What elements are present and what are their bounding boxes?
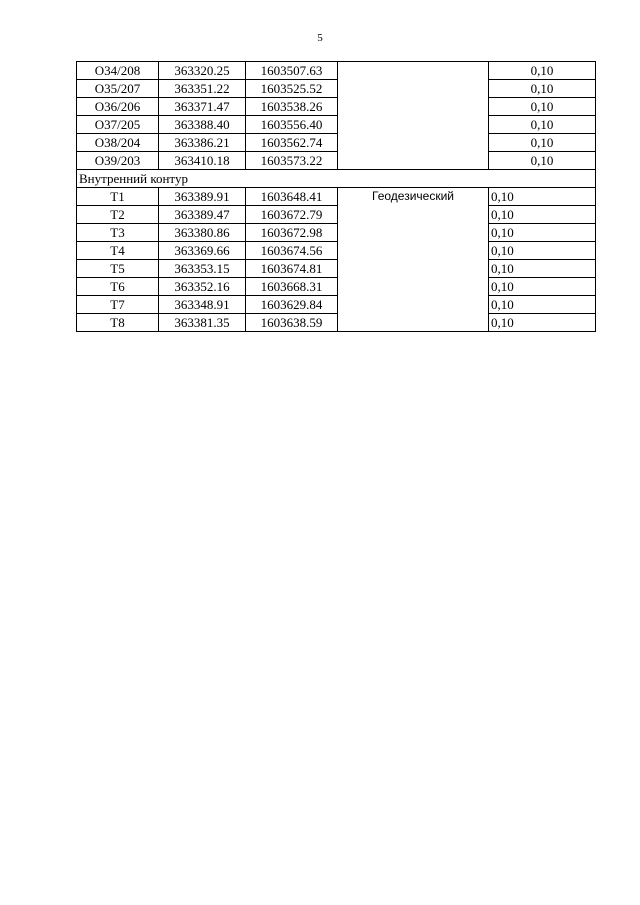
point-name-cell: О34/208: [77, 62, 159, 80]
table-row: [77, 98, 596, 116]
y-coordinate-cell: 1603556.40: [246, 116, 338, 134]
y-coordinate-cell: 1603674.81: [246, 260, 338, 278]
x-coordinate-cell: 363353.15: [159, 260, 246, 278]
accuracy-cell: 0,10: [489, 314, 596, 332]
x-coordinate-cell: 363380.86: [159, 224, 246, 242]
y-coordinate-cell: 1603629.84: [246, 296, 338, 314]
accuracy-cell: 0,10: [489, 134, 596, 152]
x-coordinate-cell: 363351.22: [159, 80, 246, 98]
method-cell: Геодезический: [338, 188, 489, 332]
table-row: [77, 206, 596, 224]
y-coordinate-cell: 1603648.41: [246, 188, 338, 206]
table-row: [77, 314, 596, 332]
accuracy-cell: 0,10: [489, 296, 596, 314]
y-coordinate-cell: 1603672.79: [246, 206, 338, 224]
point-name-cell: Т3: [77, 224, 159, 242]
accuracy-cell: 0,10: [489, 260, 596, 278]
x-coordinate-cell: 363371.47: [159, 98, 246, 116]
table-row: [77, 296, 596, 314]
table-row: [77, 80, 596, 98]
point-name-cell: Т4: [77, 242, 159, 260]
y-coordinate-cell: 1603638.59: [246, 314, 338, 332]
y-coordinate-cell: 1603668.31: [246, 278, 338, 296]
x-coordinate-cell: 363352.16: [159, 278, 246, 296]
table-row: [77, 62, 596, 80]
x-coordinate-cell: 363389.91: [159, 188, 246, 206]
accuracy-cell: 0,10: [489, 152, 596, 170]
accuracy-cell: 0,10: [489, 242, 596, 260]
coordinates-table: [76, 61, 596, 332]
method-cell-empty: [338, 62, 489, 170]
y-coordinate-cell: 1603674.56: [246, 242, 338, 260]
point-name-cell: Т1: [77, 188, 159, 206]
x-coordinate-cell: 363348.91: [159, 296, 246, 314]
accuracy-cell: 0,10: [489, 62, 596, 80]
table-row: [77, 278, 596, 296]
accuracy-cell: 0,10: [489, 224, 596, 242]
accuracy-cell: 0,10: [489, 116, 596, 134]
x-coordinate-cell: 363388.40: [159, 116, 246, 134]
x-coordinate-cell: 363320.25: [159, 62, 246, 80]
accuracy-cell: 0,10: [489, 188, 596, 206]
section-header-row: [77, 170, 596, 188]
point-name-cell: Т2: [77, 206, 159, 224]
point-name-cell: О37/205: [77, 116, 159, 134]
y-coordinate-cell: 1603672.98: [246, 224, 338, 242]
table-row: [77, 260, 596, 278]
y-coordinate-cell: 1603538.26: [246, 98, 338, 116]
x-coordinate-cell: 363369.66: [159, 242, 246, 260]
point-name-cell: Т5: [77, 260, 159, 278]
point-name-cell: Т6: [77, 278, 159, 296]
point-name-cell: Т8: [77, 314, 159, 332]
coordinates-table-body: [77, 62, 596, 332]
y-coordinate-cell: 1603562.74: [246, 134, 338, 152]
accuracy-cell: 0,10: [489, 278, 596, 296]
point-name-cell: О36/206: [77, 98, 159, 116]
point-name-cell: О39/203: [77, 152, 159, 170]
table-row: [77, 224, 596, 242]
y-coordinate-cell: 1603573.22: [246, 152, 338, 170]
table-row: [77, 152, 596, 170]
accuracy-cell: 0,10: [489, 98, 596, 116]
table-row: [77, 242, 596, 260]
table-row: [77, 134, 596, 152]
accuracy-cell: 0,10: [489, 80, 596, 98]
y-coordinate-cell: 1603525.52: [246, 80, 338, 98]
x-coordinate-cell: 363389.47: [159, 206, 246, 224]
x-coordinate-cell: 363410.18: [159, 152, 246, 170]
point-name-cell: О35/207: [77, 80, 159, 98]
page-number: 5: [317, 32, 323, 44]
table-row: [77, 116, 596, 134]
inner-contour-heading: Внутренний контур: [77, 170, 596, 188]
point-name-cell: О38/204: [77, 134, 159, 152]
table-row: [77, 188, 596, 206]
y-coordinate-cell: 1603507.63: [246, 62, 338, 80]
x-coordinate-cell: 363386.21: [159, 134, 246, 152]
accuracy-cell: 0,10: [489, 206, 596, 224]
x-coordinate-cell: 363381.35: [159, 314, 246, 332]
point-name-cell: Т7: [77, 296, 159, 314]
